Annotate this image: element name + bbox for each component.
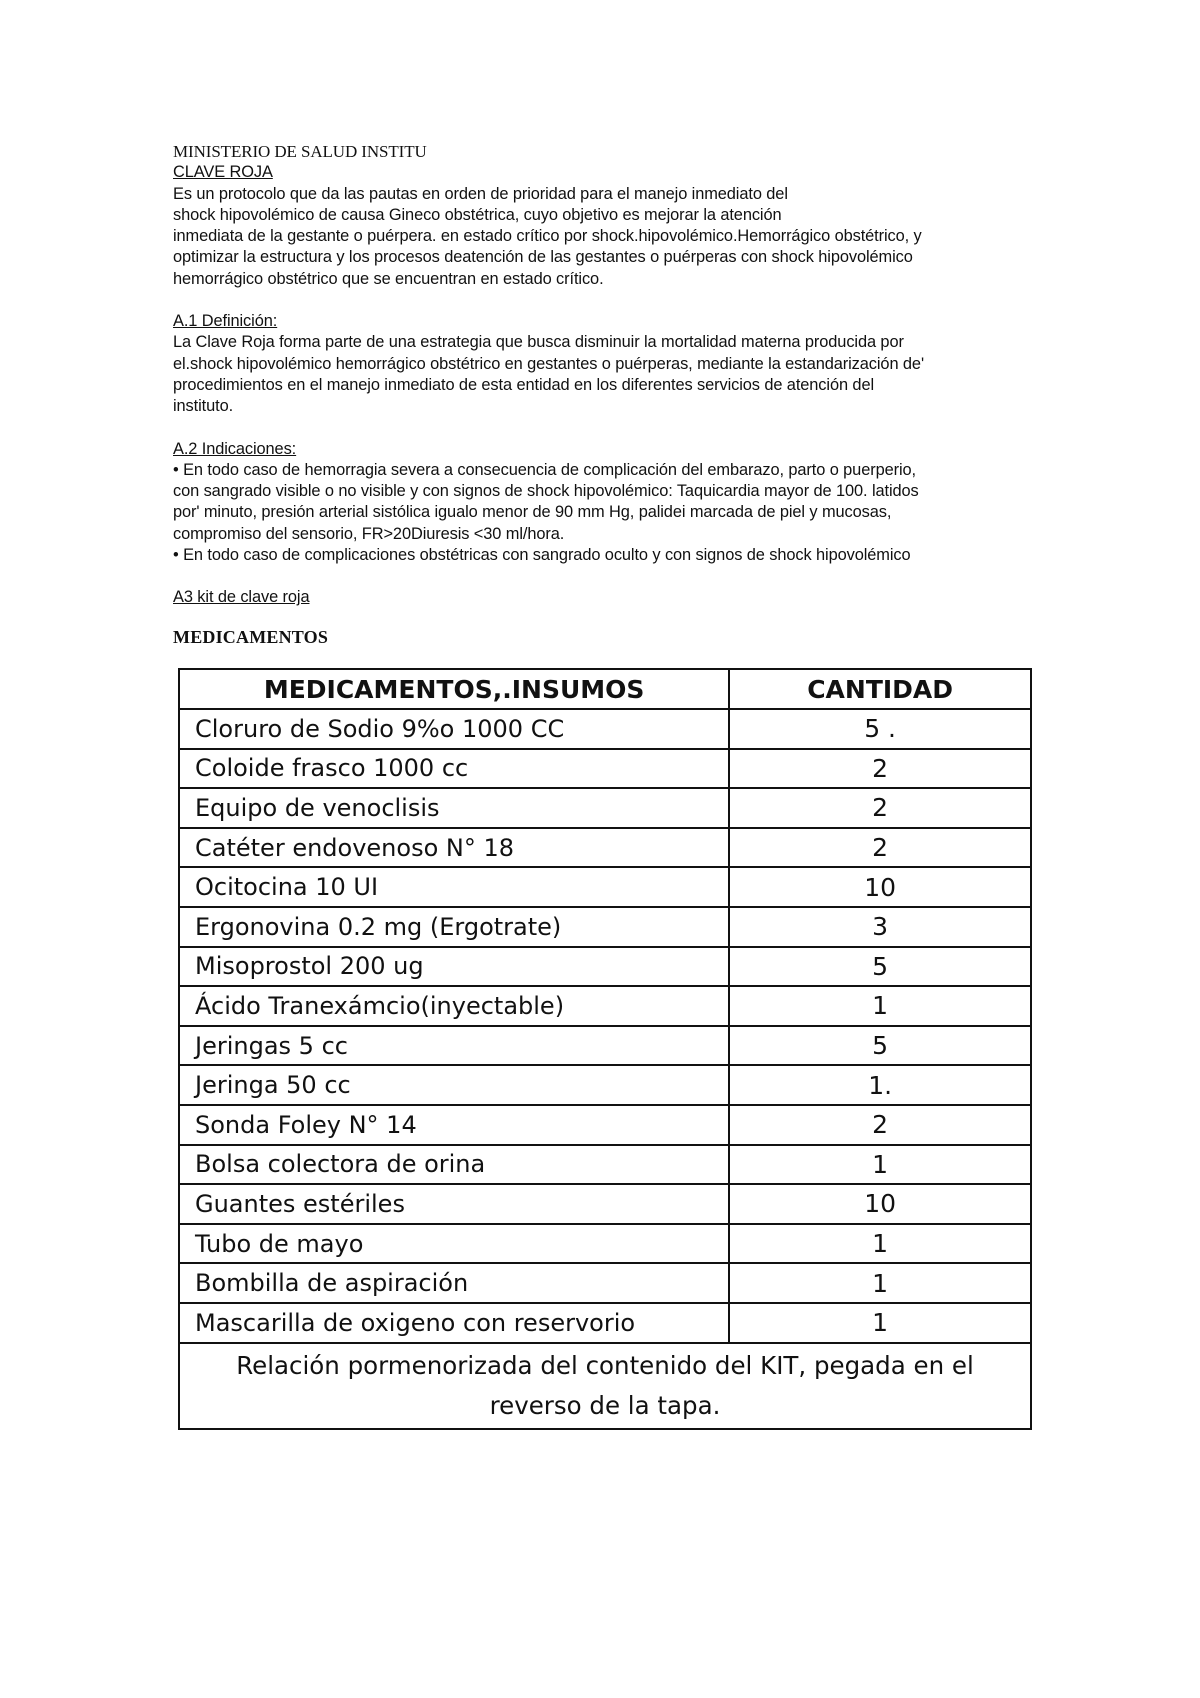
item-name: Sonda Foley N° 14 [179, 1105, 729, 1145]
table-row [179, 1026, 1031, 1066]
table-row [179, 828, 1031, 868]
item-name: Equipo de venoclisis [179, 788, 729, 828]
item-quantity: 5 [729, 1026, 1031, 1066]
item-quantity: 2 [729, 828, 1031, 868]
item-name: Guantes estériles [179, 1184, 729, 1224]
item-name: Jeringas 5 cc [179, 1026, 729, 1066]
kit-table [178, 668, 1032, 1430]
item-quantity: 1 [729, 1303, 1031, 1343]
item-quantity: 1 [729, 1224, 1031, 1264]
definicion-line: procedimientos en el manejo inmediato de esta entidad en los diferentes servicios de atención del [173, 375, 874, 394]
table-row [179, 749, 1031, 789]
indicaciones-heading: A.2 Indicaciones: [173, 439, 297, 458]
table-row [179, 986, 1031, 1026]
item-quantity: 1. [729, 1065, 1031, 1105]
table-row [179, 709, 1031, 749]
indicaciones-line: • En todo caso de hemorragia severa a consecuencia de complicación del embarazo, parto o puerperio, [173, 460, 916, 479]
item-name: Jeringa 50 cc [179, 1065, 729, 1105]
table-row [179, 1145, 1031, 1185]
item-name: Bolsa colectora de orina [179, 1145, 729, 1185]
definicion-heading: A.1 Definición: [173, 312, 278, 331]
column-header-cantidad: CANTIDAD [729, 669, 1031, 709]
item-quantity: 10 [729, 1184, 1031, 1224]
document-body [173, 141, 1043, 609]
table-row [179, 907, 1031, 947]
institution-name: MINISTERIO DE SALUD INSTITU [173, 142, 427, 161]
item-name: Ergonovina 0.2 mg (Ergotrate) [179, 907, 729, 947]
table-row [179, 1224, 1031, 1264]
item-name: Mascarilla de oxigeno con reservorio [179, 1303, 729, 1343]
medicamentos-heading: MEDICAMENTOS [173, 627, 329, 647]
item-quantity: 2 [729, 1105, 1031, 1145]
indicaciones-line: por' minuto, presión arterial sistólica igualo menor de 90 mm Hg, palidei marcada de piel y mucosas, [173, 503, 892, 522]
column-header-medicamentos: MEDICAMENTOS,.INSUMOS [179, 669, 729, 709]
table-row [179, 947, 1031, 987]
item-name: Ocitocina 10 UI [179, 867, 729, 907]
item-quantity: 1 [729, 1263, 1031, 1303]
intro-line: shock hipovolémico de causa Gineco obstétrica, cuyo objetivo es mejorar la atención [173, 205, 782, 224]
item-name: Bombilla de aspiración [179, 1263, 729, 1303]
item-name: Ácido Tranexámcio(inyectable) [179, 986, 729, 1026]
item-name: Misoprostol 200 ug [179, 947, 729, 987]
item-quantity: 10 [729, 867, 1031, 907]
table-row [179, 867, 1031, 907]
definicion-line: La Clave Roja forma parte de una estrategia que busca disminuir la mortalidad materna producida por [173, 333, 904, 352]
intro-line: optimizar la estructura y los procesos deatención de las gestantes o puérperas con shock hipovolémico [173, 248, 913, 267]
item-quantity: 1 [729, 986, 1031, 1026]
item-name: Tubo de mayo [179, 1224, 729, 1264]
item-quantity: 5 . [729, 709, 1031, 749]
indicaciones-line: con sangrado visible o no visible y con signos de shock hipovolémico: Taquicardia mayor de 100. latidos [173, 482, 919, 501]
item-quantity: 3 [729, 907, 1031, 947]
item-quantity: 5 [729, 947, 1031, 987]
definicion-line: el.shock hipovolémico hemorrágico obstétrico en gestantes o puérperas, mediante la estandarización de' [173, 354, 924, 373]
table-row [179, 1184, 1031, 1224]
item-quantity: 1 [729, 1145, 1031, 1185]
item-quantity: 2 [729, 749, 1031, 789]
intro-line: hemorrágico obstétrico que se encuentran en estado crítico. [173, 269, 604, 288]
item-name: Catéter endovenoso N° 18 [179, 828, 729, 868]
table-header-row [179, 669, 1031, 709]
table-row [179, 1065, 1031, 1105]
table-row [179, 1303, 1031, 1343]
indicaciones-line: • En todo caso de complicaciones obstétricas con sangrado oculto y con signos de shock hipovolémico [173, 546, 911, 565]
table-row [179, 788, 1031, 828]
table-footer-row [179, 1343, 1031, 1429]
definicion-line: instituto. [173, 397, 234, 416]
table-footer-note: Relación pormenorizada del contenido del KIT, pegada en el reverso de la tapa. [179, 1343, 1031, 1429]
kit-heading: A3 kit de clave roja [173, 588, 310, 607]
indicaciones-line: compromiso del sensorio, FR>20Diuresis <30 ml/hora. [173, 524, 565, 543]
item-name: Coloide frasco 1000 cc [179, 749, 729, 789]
table-row [179, 1263, 1031, 1303]
intro-line: Es un protocolo que da las pautas en orden de prioridad para el manejo inmediato del [173, 184, 788, 203]
table-row [179, 1105, 1031, 1145]
item-name: Cloruro de Sodio 9%o 1000 CC [179, 709, 729, 749]
item-quantity: 2 [729, 788, 1031, 828]
intro-line: inmediata de la gestante o puérpera. en estado crítico por shock.hipovolémico.Hemorrágico obstétrico, y [173, 227, 922, 246]
document-title: CLAVE ROJA [173, 163, 273, 182]
